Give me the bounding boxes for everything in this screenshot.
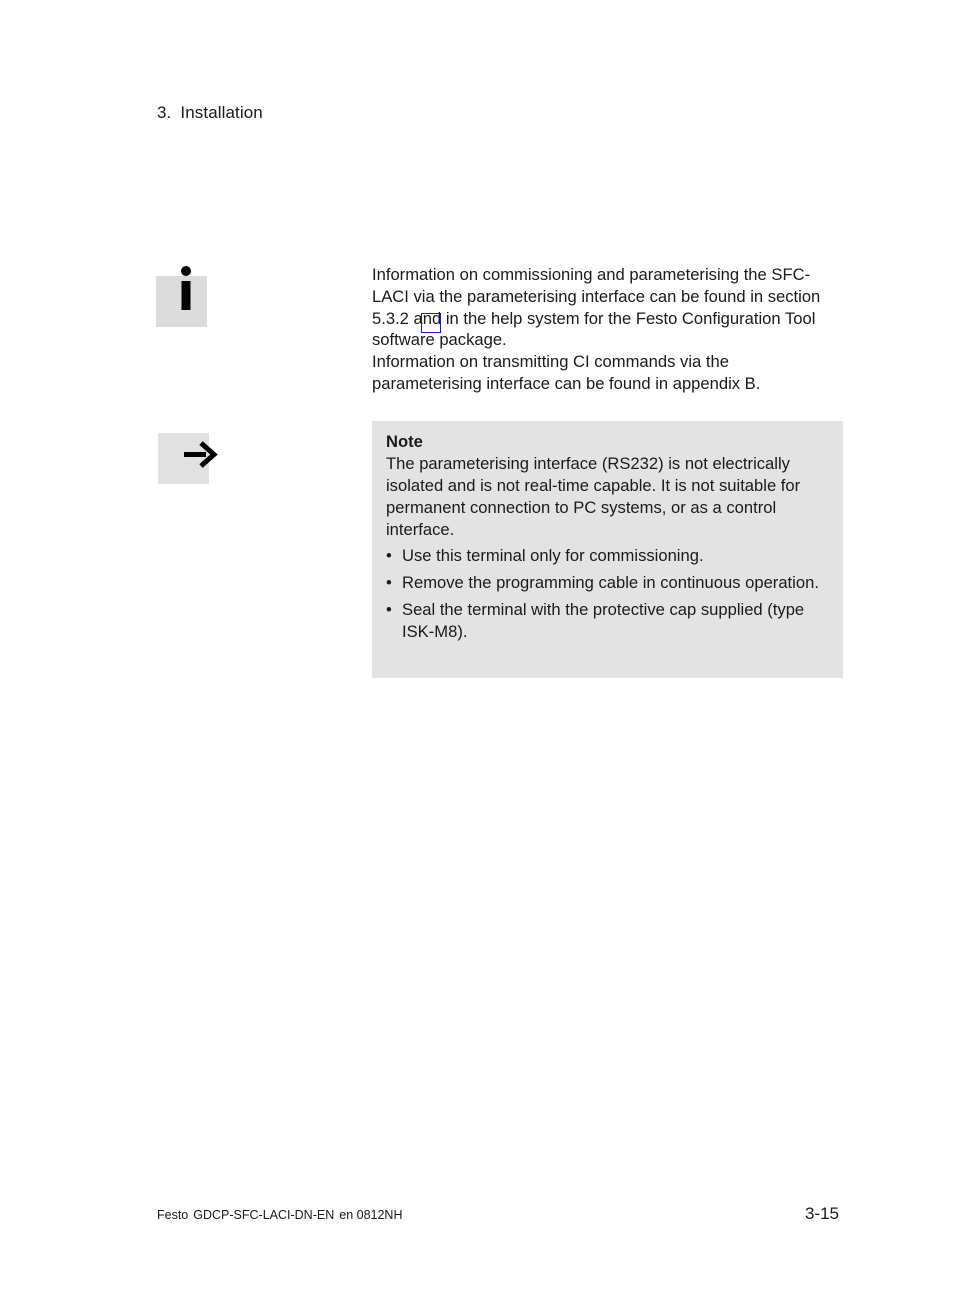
- note-list: [386, 545, 829, 643]
- list-item: [386, 545, 829, 567]
- chapter-number: 3.: [157, 103, 172, 122]
- list-item-text: Remove the programming cable in continuous operation.: [402, 573, 819, 592]
- footer-doc-id: GDCP-SFC-LACI-DN-EN: [193, 1208, 335, 1222]
- footer-doc-info: [157, 1207, 408, 1223]
- info-paragraph-2: Information on transmitting CI commands via the parameterising interface can be found in appendix B.: [372, 352, 761, 393]
- list-item: [386, 599, 829, 643]
- info-icon: [156, 276, 207, 327]
- footer-edition: en 0812NH: [339, 1208, 403, 1222]
- chapter-header: [157, 102, 263, 124]
- page-number: 3-15: [804, 1204, 839, 1223]
- arrow-right-icon: [158, 433, 209, 484]
- bullet: •: [386, 600, 392, 619]
- note-body: The parameterising interface (RS232) is not electrically isolated and is not real-time capable. It is not suitable for permanent connection to PC systems, or as a control interface.: [386, 454, 801, 539]
- list-item-text: Seal the terminal with the protective cap supplied (type ISK-M8).: [402, 600, 805, 641]
- footer-company: Festo: [157, 1208, 189, 1222]
- section-link-marker[interactable]: [421, 313, 441, 333]
- bullet: •: [386, 573, 392, 592]
- info-paragraph-1: Information on commissioning and parameterising the SFC-LACI via the parameterising interface can be found in section 5.3.2 and in the help system for the Festo Configuration Tool software package.: [372, 265, 821, 350]
- chapter-title: Installation: [180, 103, 263, 122]
- note-title: Note: [386, 432, 423, 451]
- note-box: [372, 421, 843, 678]
- list-item: [386, 572, 829, 594]
- bullet: •: [386, 546, 392, 565]
- list-item-text: Use this terminal only for commissioning.: [402, 546, 704, 565]
